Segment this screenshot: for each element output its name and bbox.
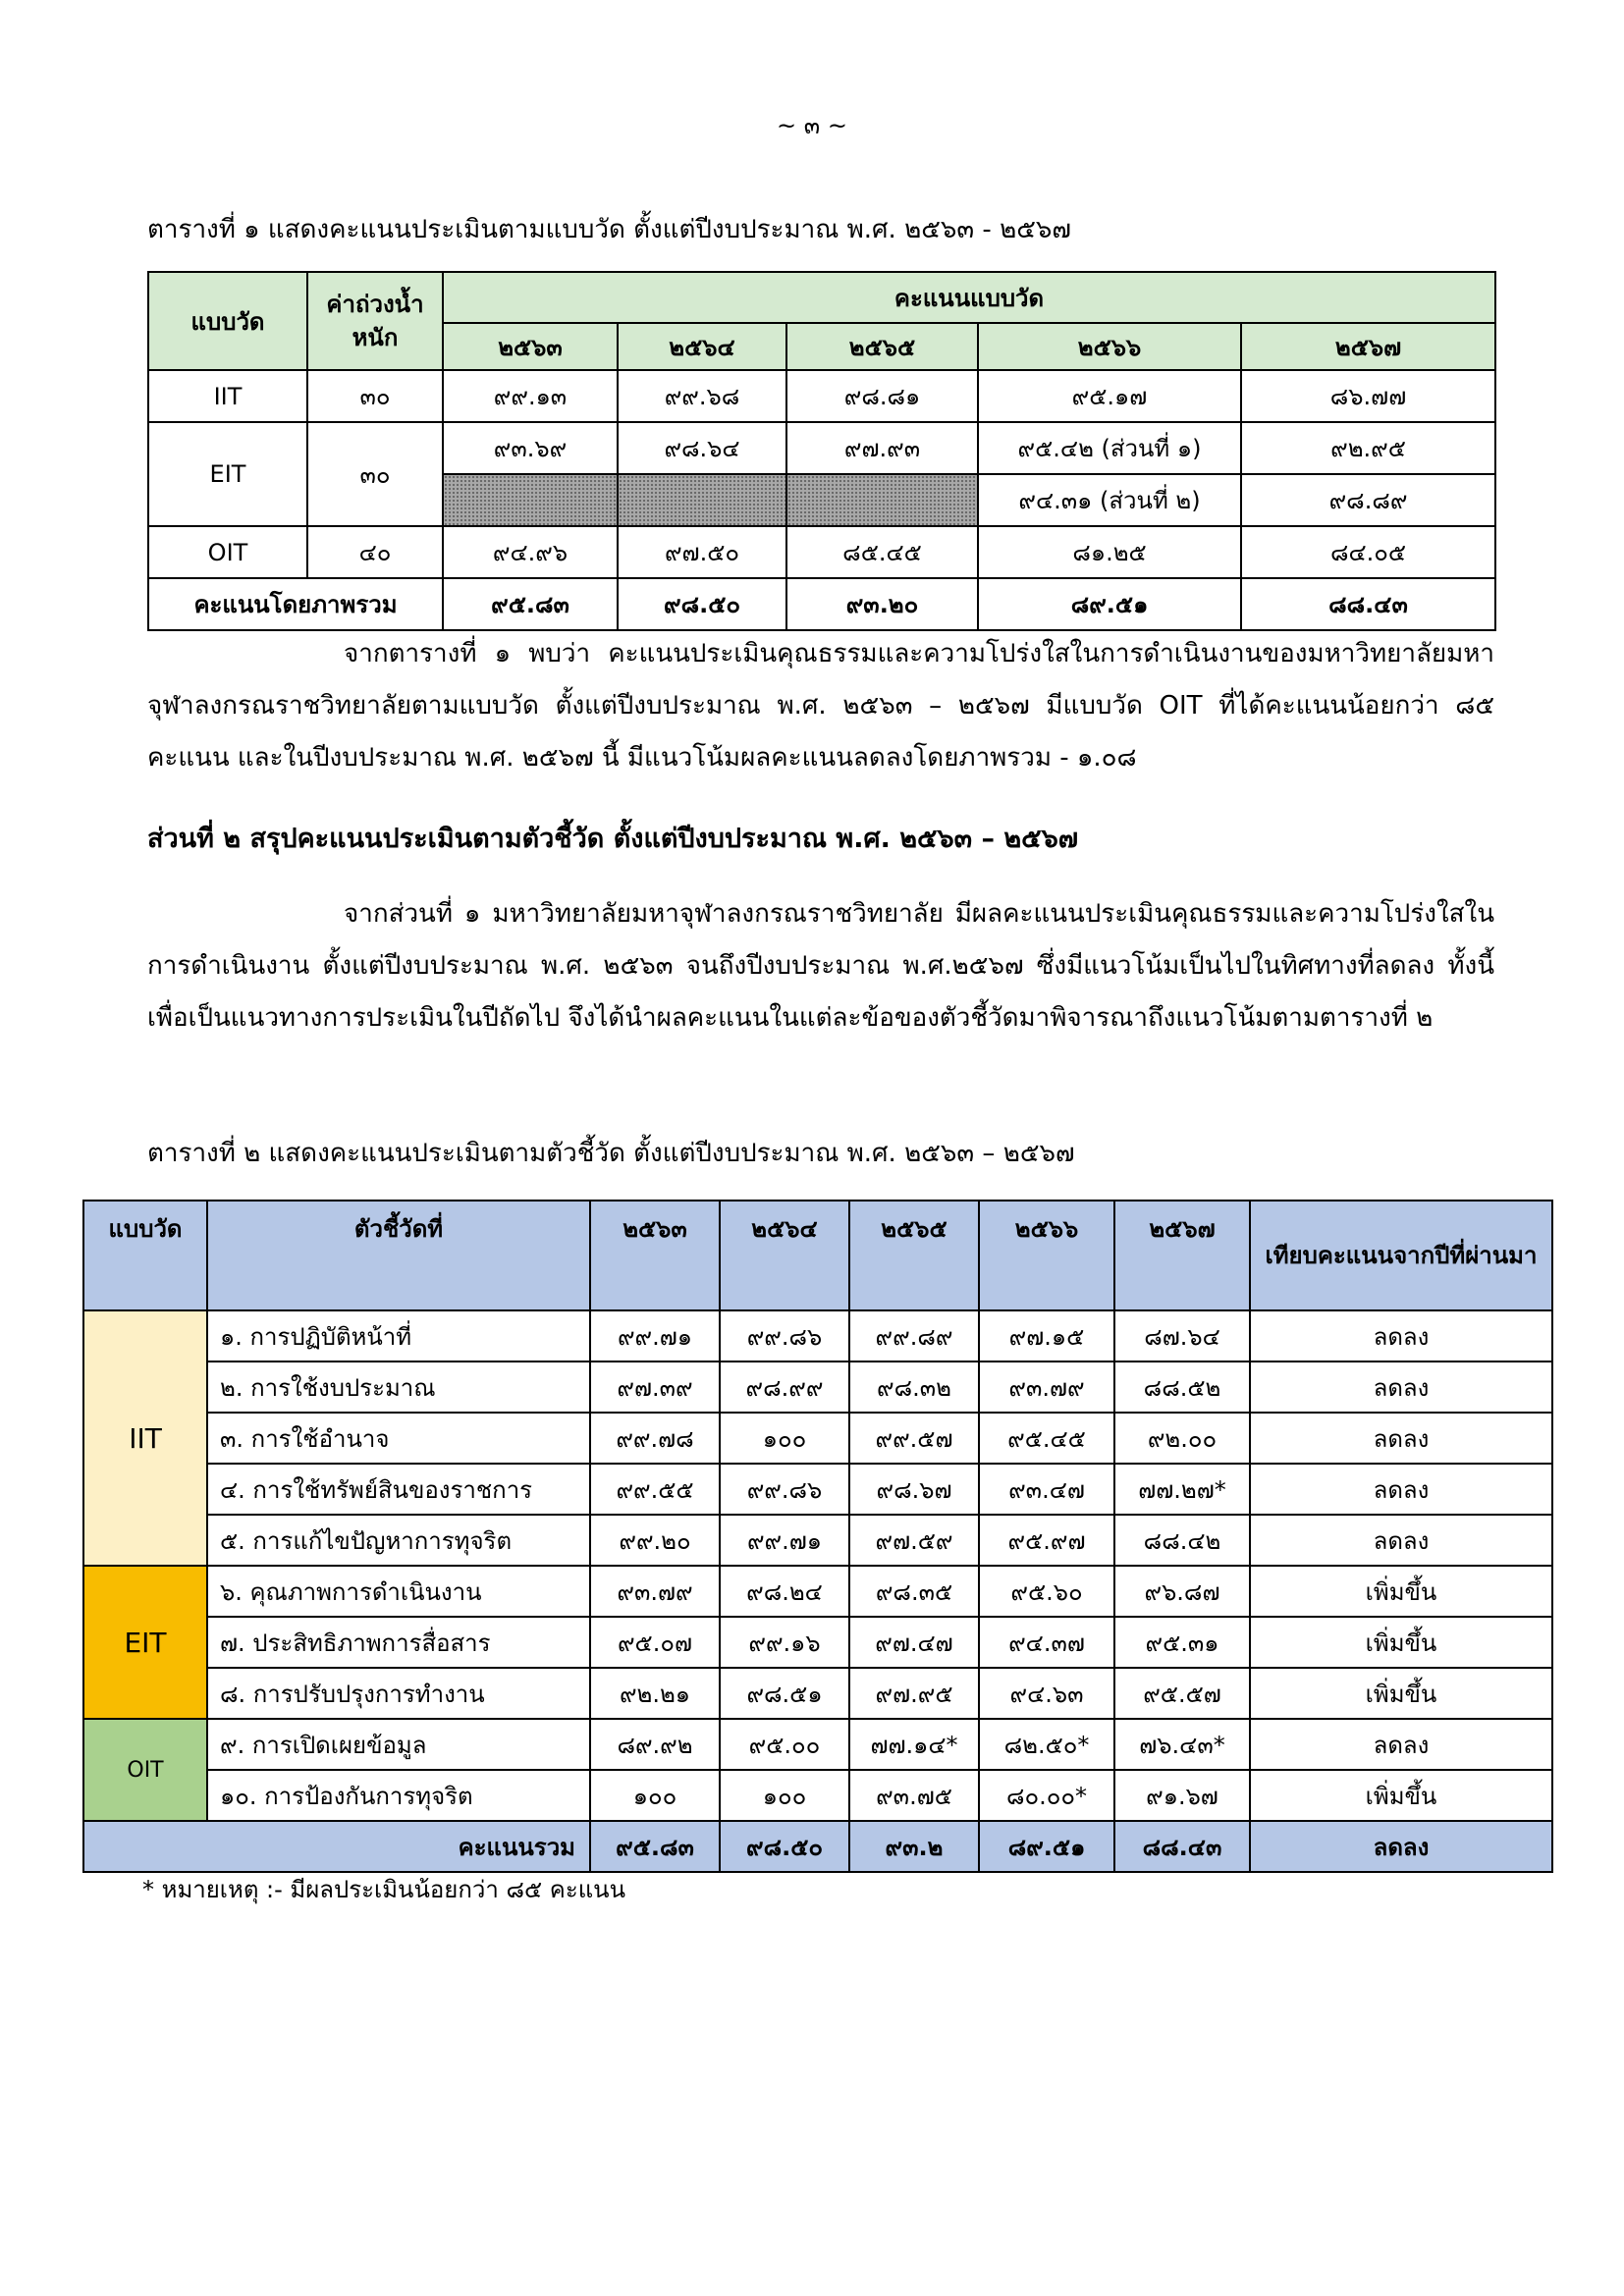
t1-cell: ๙๙.๖๘	[618, 370, 786, 422]
t2-cell: ๘๘.๕๒	[1114, 1362, 1250, 1413]
t1-header-year: ๒๕๖๓	[443, 323, 618, 370]
t2-trend: ลดลง	[1250, 1413, 1552, 1464]
t1-total-cell: ๘๘.๔๓	[1241, 578, 1495, 630]
t2-cell: ๙๕.๐๐	[720, 1719, 849, 1770]
t2-cell: ๙๖.๘๗	[1114, 1566, 1250, 1617]
t1-cell: ๘๕.๔๕	[786, 526, 978, 578]
t1-hatched-cell	[618, 474, 786, 526]
table-row	[83, 1719, 1552, 1770]
t2-cell: ๙๕.๕๗	[1114, 1668, 1250, 1719]
t2-cell: ๙๗.๔๗	[849, 1617, 979, 1668]
t2-total-trend: ลดลง	[1250, 1821, 1552, 1872]
t2-trend: ลดลง	[1250, 1310, 1552, 1362]
t2-cell: ๙๘.๒๔	[720, 1566, 849, 1617]
table1-metric-scores	[147, 271, 1496, 631]
t2-cell: ๙๓.๗๙	[590, 1566, 720, 1617]
t2-cell: ๙๘.๓๕	[849, 1566, 979, 1617]
t1-row-total	[148, 578, 1495, 630]
t2-cell: ๙๕.๙๗	[979, 1515, 1114, 1566]
table2-caption: ตารางที่ ๒ แสดงคะแนนประเมินตามตัวชี้วัด ตั้งแต่ปีงบประมาณ พ.ศ. ๒๕๖๓ – ๒๕๖๗	[147, 1139, 1075, 1168]
t2-cell: ๙๙.๗๘	[590, 1413, 720, 1464]
t2-cell: ๙๘.๙๙	[720, 1362, 849, 1413]
t1-hatched-cell	[786, 474, 978, 526]
t2-cell: ๑๐๐	[720, 1413, 849, 1464]
t2-total-label: คะแนนรวม	[83, 1821, 590, 1872]
t2-cell: ๙๔.๖๓	[979, 1668, 1114, 1719]
t2-indicator-name: ๘. การปรับปรุงการทำงาน	[207, 1668, 590, 1719]
t2-cell: ๙๗.๓๙	[590, 1362, 720, 1413]
t1-weight: ๓๐	[307, 370, 443, 422]
t2-cell: ๙๑.๖๗	[1114, 1770, 1250, 1821]
t1-header-year: ๒๕๖๕	[786, 323, 978, 370]
t1-cell: ๙๘.๘๙	[1241, 474, 1495, 526]
section2-heading: ส่วนที่ ๒ สรุปคะแนนประเมินตามตัวชี้วัด ตั้งแต่ปีงบประมาณ พ.ศ. ๒๕๖๓ – ๒๕๖๗	[147, 824, 1079, 854]
t1-total-cell: ๙๘.๕๐	[618, 578, 786, 630]
t1-header-year: ๒๕๖๔	[618, 323, 786, 370]
t2-total-cell: ๙๓.๒	[849, 1821, 979, 1872]
t2-indicator-name: ๑. การปฏิบัติหน้าที่	[207, 1310, 590, 1362]
table-row	[83, 1668, 1552, 1719]
t2-indicator-name: ๔. การใช้ทรัพย์สินของราชการ	[207, 1464, 590, 1515]
t1-header-scores: คะแนนแบบวัด	[443, 272, 1495, 323]
t2-cell: ๘๘.๔๒	[1114, 1515, 1250, 1566]
t2-cell: ๘๙.๙๒	[590, 1719, 720, 1770]
t1-cell: ๘๔.๐๕	[1241, 526, 1495, 578]
table-row	[83, 1617, 1552, 1668]
t1-header-year: ๒๕๖๖	[978, 323, 1241, 370]
t1-total-cell: ๘๙.๕๑	[978, 578, 1241, 630]
t1-cell: ๙๙.๑๓	[443, 370, 618, 422]
t2-cell: ๙๘.๕๑	[720, 1668, 849, 1719]
t2-header-year: ๒๕๖๕	[849, 1201, 979, 1310]
t2-cell: ๙๒.๐๐	[1114, 1413, 1250, 1464]
t2-cell: ๙๙.๘๖	[720, 1310, 849, 1362]
t2-cell: ๙๘.๓๒	[849, 1362, 979, 1413]
t2-header-year: ๒๕๖๖	[979, 1201, 1114, 1310]
t1-cell: ๙๔.๙๖	[443, 526, 618, 578]
t1-total-label: คะแนนโดยภาพรวม	[148, 578, 443, 630]
paragraph-2: จากส่วนที่ ๑ มหาวิทยาลัยมหาจุฬาลงกรณราชวิทยาลัย มีผลคะแนนประเมินคุณธรรมและความโปร่งใสในการดำเนินงาน ตั้งแต่ปีงบประมาณ พ.ศ. ๒๕๖๓ จนถึงปีงบประมาณ พ.ศ.๒๕๖๗ ซึ่งมีแนวโน้มเป็นไปในทิศทางที่ลดลง ทั้งนี้ เพื่อเป็นแนวทางการประเมินในปีถัดไป จึงได้นำผลคะแนนในแต่ละข้อของตัวชี้วัดมาพิจารณาถึงแนวโน้มตามตารางที่ ๒	[147, 899, 1494, 1033]
t2-trend: ลดลง	[1250, 1719, 1552, 1770]
t2-total-cell: ๙๕.๘๓	[590, 1821, 720, 1872]
t2-cell: ๙๓.๔๗	[979, 1464, 1114, 1515]
t2-cell: ๙๙.๗๑	[590, 1310, 720, 1362]
t1-header-weight: ค่าถ่วงน้ำหนัก	[307, 272, 443, 370]
t2-cell: ๗๖.๔๓*	[1114, 1719, 1250, 1770]
t2-total-cell: ๘๙.๕๑	[979, 1821, 1114, 1872]
t2-cell: ๘๗.๖๔	[1114, 1310, 1250, 1362]
t2-cell: ๙๓.๗๙	[979, 1362, 1114, 1413]
t2-cell: ๙๗.๑๕	[979, 1310, 1114, 1362]
table1-caption: ตารางที่ ๑ แสดงคะแนนประเมินตามแบบวัด ตั้งแต่ปีงบประมาณ พ.ศ. ๒๕๖๓ - ๒๕๖๗	[147, 215, 1071, 244]
t2-group-oit: OIT	[83, 1719, 207, 1821]
t1-row-oit	[148, 526, 1495, 578]
table-row	[83, 1310, 1552, 1362]
t2-total-cell: ๘๘.๔๓	[1114, 1821, 1250, 1872]
t1-row-eit-part1	[148, 422, 1495, 474]
t2-cell: ๙๒.๒๑	[590, 1668, 720, 1719]
t2-header-indicator: ตัวชี้วัดที่	[207, 1201, 590, 1310]
t2-trend: ลดลง	[1250, 1464, 1552, 1515]
t1-metric-label: EIT	[148, 422, 307, 526]
t1-hatched-cell	[443, 474, 618, 526]
t2-cell: ๙๗.๙๕	[849, 1668, 979, 1719]
t1-cell: ๙๕.๔๒ (ส่วนที่ ๑)	[978, 422, 1241, 474]
t2-cell: ๙๕.๖๐	[979, 1566, 1114, 1617]
t2-cell: ๙๓.๗๕	[849, 1770, 979, 1821]
t2-cell: ๙๙.๑๖	[720, 1617, 849, 1668]
t2-cell: ๗๗.๑๔*	[849, 1719, 979, 1770]
paragraph-1: จากตารางที่ ๑ พบว่า คะแนนประเมินคุณธรรมและความโปร่งใสในการดำเนินงานของมหาวิทยาลัยมหาจุฬาลงกรณราชวิทยาลัยตามแบบวัด ตั้งแต่ปีงบประมาณ พ.ศ. ๒๕๖๓ – ๒๕๖๗ มีแบบวัด OIT ที่ได้คะแนนน้อยกว่า ๘๕ คะแนน และในปีงบประมาณ พ.ศ. ๒๕๖๗ นี้ มีแนวโน้มผลคะแนนลดลงโดยภาพรวม - ๑.๐๘	[147, 639, 1494, 773]
t2-header-metric: แบบวัด	[83, 1201, 207, 1310]
t2-cell: ๗๗.๒๗*	[1114, 1464, 1250, 1515]
t2-header-compare: เทียบคะแนนจากปีที่ผ่านมา	[1250, 1201, 1552, 1310]
t2-header-year: ๒๕๖๗	[1114, 1201, 1250, 1310]
t2-cell: ๘๐.๐๐*	[979, 1770, 1114, 1821]
t1-total-cell: ๙๓.๒๐	[786, 578, 978, 630]
t2-header-year: ๒๕๖๔	[720, 1201, 849, 1310]
t2-trend: ลดลง	[1250, 1362, 1552, 1413]
t1-row-iit	[148, 370, 1495, 422]
t2-indicator-name: ๙. การเปิดเผยข้อมูล	[207, 1719, 590, 1770]
table-row	[83, 1413, 1552, 1464]
t2-cell: ๙๕.๓๑	[1114, 1617, 1250, 1668]
t1-total-cell: ๙๕.๘๓	[443, 578, 618, 630]
t1-cell: ๙๔.๓๑ (ส่วนที่ ๒)	[978, 474, 1241, 526]
t2-trend: เพิ่มขึ้น	[1250, 1617, 1552, 1668]
t2-cell: ๙๙.๒๐	[590, 1515, 720, 1566]
t1-cell: ๙๘.๖๔	[618, 422, 786, 474]
t2-trend: ลดลง	[1250, 1515, 1552, 1566]
t2-trend: เพิ่มขึ้น	[1250, 1566, 1552, 1617]
t2-indicator-name: ๒. การใช้งบประมาณ	[207, 1362, 590, 1413]
t2-row-total	[83, 1821, 1552, 1872]
table-row	[83, 1362, 1552, 1413]
table-row	[83, 1464, 1552, 1515]
t2-header-year: ๒๕๖๓	[590, 1201, 720, 1310]
t1-cell: ๘๖.๗๗	[1241, 370, 1495, 422]
t2-total-cell: ๙๘.๕๐	[720, 1821, 849, 1872]
table-row	[83, 1566, 1552, 1617]
t2-indicator-name: ๖. คุณภาพการดำเนินงาน	[207, 1566, 590, 1617]
t1-cell: ๙๘.๘๑	[786, 370, 978, 422]
t2-cell: ๑๐๐	[590, 1770, 720, 1821]
footnote: * หมายเหตุ :- มีผลประเมินน้อยกว่า ๘๕ คะแนน	[142, 1876, 625, 1903]
t1-cell: ๙๒.๙๕	[1241, 422, 1495, 474]
t2-cell: ๙๕.๔๕	[979, 1413, 1114, 1464]
t1-metric-label: OIT	[148, 526, 307, 578]
t2-group-iit: IIT	[83, 1310, 207, 1566]
t2-cell: ๘๒.๕๐*	[979, 1719, 1114, 1770]
t1-weight: ๔๐	[307, 526, 443, 578]
t2-indicator-name: ๕. การแก้ไขปัญหาการทุจริต	[207, 1515, 590, 1566]
t2-cell: ๙๙.๕๗	[849, 1413, 979, 1464]
t1-metric-label: IIT	[148, 370, 307, 422]
t1-header-year: ๒๕๖๗	[1241, 323, 1495, 370]
t2-cell: ๙๔.๓๗	[979, 1617, 1114, 1668]
t1-cell: ๙๗.๕๐	[618, 526, 786, 578]
t2-cell: ๙๙.๕๕	[590, 1464, 720, 1515]
t1-cell: ๙๗.๙๓	[786, 422, 978, 474]
t1-cell: ๘๑.๒๕	[978, 526, 1241, 578]
t2-indicator-name: ๓. การใช้อำนาจ	[207, 1413, 590, 1464]
t2-cell: ๙๙.๗๑	[720, 1515, 849, 1566]
t2-group-eit: EIT	[83, 1566, 207, 1719]
t1-cell: ๙๓.๖๙	[443, 422, 618, 474]
t2-cell: ๙๙.๘๙	[849, 1310, 979, 1362]
t2-cell: ๙๙.๘๖	[720, 1464, 849, 1515]
t2-cell: ๙๕.๐๗	[590, 1617, 720, 1668]
t2-cell: ๙๗.๕๙	[849, 1515, 979, 1566]
t2-trend: เพิ่มขึ้น	[1250, 1770, 1552, 1821]
table2-indicator-scores	[82, 1200, 1553, 1873]
table-row	[83, 1515, 1552, 1566]
t2-indicator-name: ๗. ประสิทธิภาพการสื่อสาร	[207, 1617, 590, 1668]
t1-cell: ๙๕.๑๗	[978, 370, 1241, 422]
t2-cell: ๙๘.๖๗	[849, 1464, 979, 1515]
t1-header-metric: แบบวัด	[148, 272, 307, 370]
table-row	[83, 1770, 1552, 1821]
t2-indicator-name: ๑๐. การป้องกันการทุจริต	[207, 1770, 590, 1821]
t2-trend: เพิ่มขึ้น	[1250, 1668, 1552, 1719]
t2-cell: ๑๐๐	[720, 1770, 849, 1821]
page-number: ~ ๓ ~	[777, 112, 847, 139]
t1-weight: ๓๐	[307, 422, 443, 526]
